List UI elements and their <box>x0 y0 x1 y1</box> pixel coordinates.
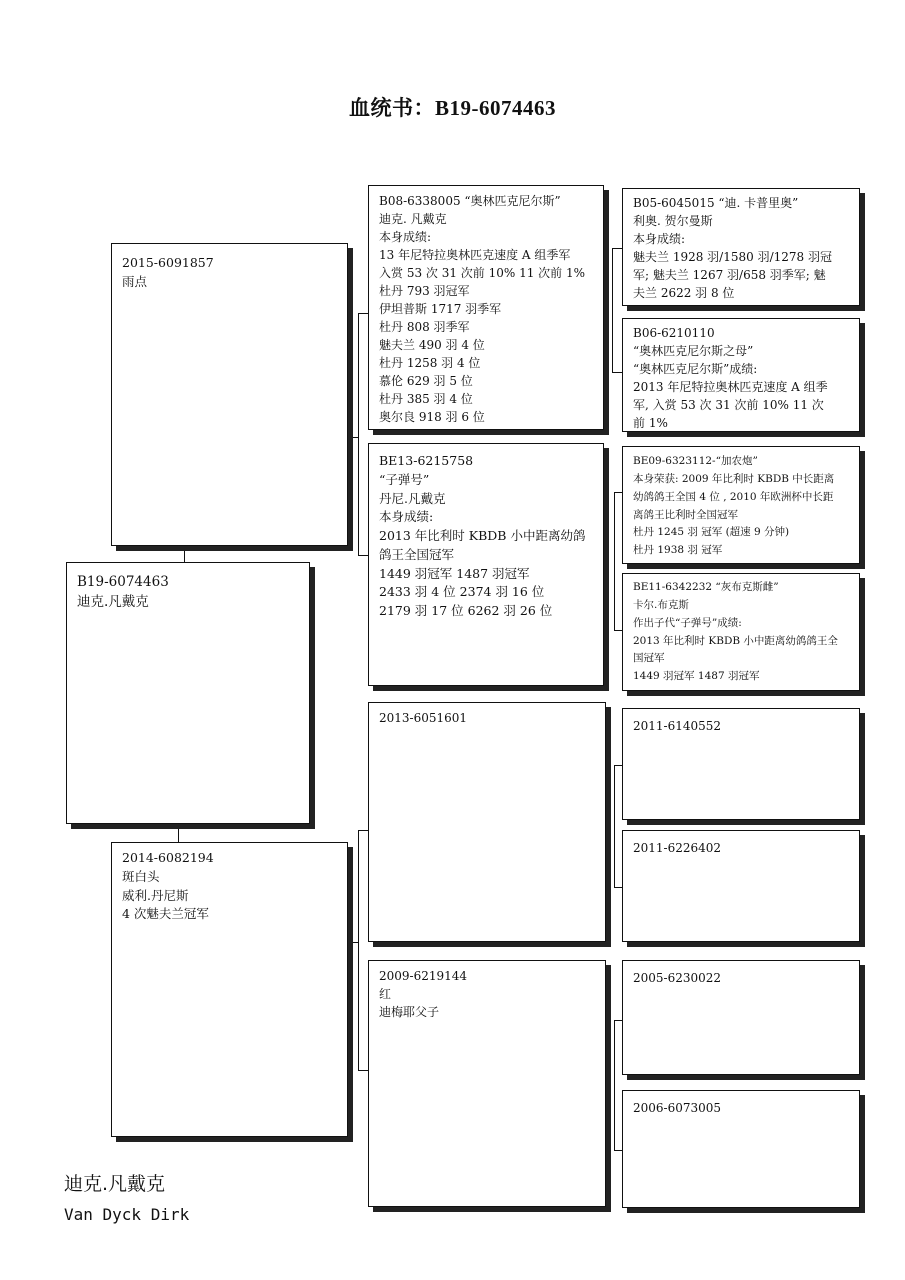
card-line: 利奥. 贺尔曼斯 <box>633 214 713 228</box>
great-grandparent-card-6 <box>622 830 860 942</box>
connector <box>614 630 622 631</box>
card-line: “奥林匹克尼尔斯”成绩: <box>633 362 758 376</box>
card-line: 迪克. 凡戴克 <box>379 212 447 226</box>
ring-number: 2014-6082194 <box>122 850 214 865</box>
card-line: 1449 羽冠军 1487 羽冠军 <box>379 565 530 581</box>
connector <box>358 1070 368 1071</box>
card-line: 杜丹 808 羽季军 <box>379 320 470 334</box>
ring-number: B19-6074463 <box>77 574 169 590</box>
card-line: 魅夫兰 1928 羽/1580 羽/1278 羽冠 <box>633 250 832 264</box>
card-line: 2179 羽 17 位 6262 羽 26 位 <box>379 603 553 618</box>
connector <box>348 942 358 943</box>
ring-number: 2009-6219144 <box>379 969 468 983</box>
great-grandparent-card-4 <box>622 573 860 691</box>
card-line: 鸽王全国冠军 <box>379 546 455 562</box>
card-line: 军; 魅夫兰 1267 羽/658 羽季军; 魅 <box>633 268 826 282</box>
card-line: 魅夫兰 490 羽 4 位 <box>379 338 485 352</box>
dam-sire-card <box>368 702 606 942</box>
connector <box>614 492 615 630</box>
card-line: 前 1% <box>633 416 668 430</box>
great-grandparent-card-5 <box>622 708 860 820</box>
connector <box>614 765 615 887</box>
card-line: 慕伦 629 羽 5 位 <box>379 374 473 388</box>
card-line: 作出子代“子弹号”成绩: <box>633 616 742 629</box>
card-line: 卡尔.布克斯 <box>633 598 689 611</box>
ring-number: 2005-6230022 <box>633 971 722 985</box>
card-line: 奥尔良 918 羽 6 位 <box>379 410 485 424</box>
card-line: 4 次魅夫兰冠军 <box>122 906 209 922</box>
connector <box>358 830 368 831</box>
card-line: 2013 年比利时 KBDB 小中距离幼鸽鸽王全 <box>633 634 838 647</box>
ring-number: 2011-6140552 <box>633 719 722 733</box>
connector <box>358 313 359 555</box>
card-line: 入赏 53 次 31 次前 10% 11 次前 1% <box>379 266 586 280</box>
connector <box>614 492 622 493</box>
dam-dam-card <box>368 960 606 1207</box>
title-prefix: 血统书： <box>349 95 435 120</box>
connector <box>614 1150 622 1151</box>
connector <box>184 546 185 562</box>
ring-number: 2015-6091857 <box>122 255 214 270</box>
connector <box>358 313 368 314</box>
connector <box>612 372 622 373</box>
card-line: 迪克.凡戴克 <box>77 593 149 610</box>
ring-number: BE09-6323112-“加农炮” <box>633 455 758 467</box>
ring-number: BE13-6215758 <box>379 453 474 468</box>
great-grandparent-card-2 <box>622 318 860 432</box>
connector <box>612 248 613 372</box>
card-line: 杜丹 385 羽 4 位 <box>379 392 473 406</box>
great-grandparent-card-7 <box>622 960 860 1075</box>
great-grandparent-card-8 <box>622 1090 860 1208</box>
card-line: 斑白头 <box>122 868 160 884</box>
card-line: 威利.丹尼斯 <box>122 887 189 903</box>
card-line: 幼鸽鸽王全国 4 位 , 2010 年欧洲杯中长距 <box>633 490 834 503</box>
connector <box>614 887 622 888</box>
card-line: 本身成绩: <box>379 230 432 244</box>
owner-name-en: Van Dyck Dirk <box>64 1205 190 1224</box>
ring-number: B08-6338005 “奥林匹克尼尔斯” <box>379 194 561 208</box>
ring-number: 2013-6051601 <box>379 711 468 725</box>
connector <box>614 1020 615 1150</box>
card-line: 13 年尼特拉奥林匹克速度 A 组季军 <box>379 248 571 262</box>
dam-card <box>111 842 348 1137</box>
card-line: 本身荣获: 2009 年比利时 KBDB 中长距离 <box>633 472 835 485</box>
card-line: 2433 羽 4 位 2374 羽 16 位 <box>379 584 545 600</box>
great-grandparent-card-3 <box>622 446 860 564</box>
card-line: 雨点 <box>122 273 148 289</box>
card-line: 丹尼.凡戴克 <box>379 490 446 506</box>
card-line: 夫兰 2622 羽 8 位 <box>633 286 735 300</box>
connector <box>358 830 359 1070</box>
card-line: 1449 羽冠军 1487 羽冠军 <box>633 670 760 683</box>
ring-number: BE11-6342232 “灰布克斯雌” <box>633 581 779 593</box>
ring-number: B06-6210110 <box>633 326 715 340</box>
connector <box>358 555 368 556</box>
great-grandparent-card-1 <box>622 188 860 306</box>
card-line: 杜丹 1258 羽 4 位 <box>379 356 481 370</box>
sire-card <box>111 243 348 546</box>
card-line: 军, 入赏 53 次 31 次前 10% 11 次 <box>633 398 824 412</box>
connector <box>614 765 622 766</box>
connector <box>612 248 622 249</box>
ring-number: 2006-6073005 <box>633 1101 722 1115</box>
card-line: 离鸽王比利时全国冠军 <box>633 508 738 521</box>
sire-sire-card <box>368 185 604 430</box>
owner-name: 迪克.凡戴克 <box>64 1173 166 1195</box>
ring-number: B05-6045015 “迪. 卡普里奥” <box>633 196 799 210</box>
card-line: 本身成绩: <box>633 232 686 246</box>
card-line: “奥林匹克尼尔斯之母” <box>633 344 754 358</box>
card-line: 杜丹 793 羽冠军 <box>379 284 470 298</box>
card-line: 2013 年尼特拉奥林匹克速度 A 组季 <box>633 380 828 394</box>
sire-dam-card <box>368 443 604 686</box>
subject-card <box>66 562 310 824</box>
ring-number: 2011-6226402 <box>633 841 722 855</box>
connector <box>614 1020 622 1021</box>
connector <box>348 437 358 438</box>
connector <box>178 822 179 842</box>
card-line: 杜丹 1245 羽 冠军 (超速 9 分钟) <box>633 526 790 539</box>
card-line: 红 <box>379 987 392 1001</box>
pedigree-title <box>0 92 905 122</box>
card-line: 本身成绩: <box>379 509 434 525</box>
card-line: “子弹号” <box>379 471 430 487</box>
card-line: 国冠军 <box>633 652 665 665</box>
card-line: 杜丹 1938 羽 冠军 <box>633 544 723 557</box>
card-line: 迪梅耶父子 <box>379 1005 440 1019</box>
card-line: 伊坦普斯 1717 羽季军 <box>379 302 502 316</box>
card-line: 2013 年比利时 KBDB 小中距离幼鸽 <box>379 528 586 543</box>
title-ring-number: B19-6074463 <box>435 96 556 120</box>
